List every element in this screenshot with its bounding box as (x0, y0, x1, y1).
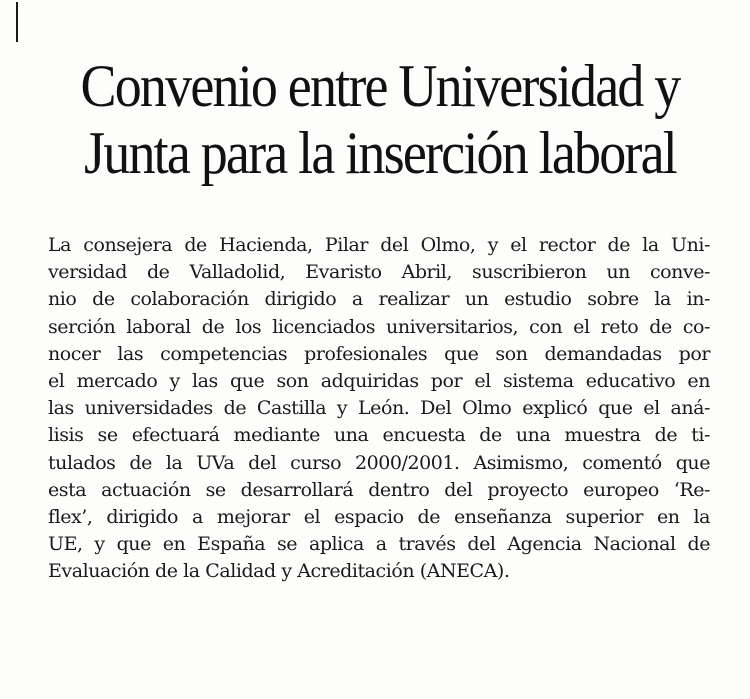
headline (40, 52, 720, 186)
body-line-6: el mercado y las que son adquiridas por el sistema educativo en (48, 370, 710, 393)
column-rule (16, 2, 18, 42)
article-body (48, 232, 710, 586)
body-line-1: La consejera de Hacienda, Pilar del Olmo, y el rector de la Uni- (48, 234, 710, 256)
body-line-3: nio de colaboración dirigido a realizar un estudio sobre la in- (48, 288, 710, 311)
body-line-2: versidad de Valladolid, Evaristo Abril, suscribieron un conve- (48, 261, 710, 284)
body-line-12: UE, y que en España se aplica a través del Agencia Nacional de (48, 533, 710, 556)
body-line-4: serción laboral de los licenciados universitarios, con el reto de co- (48, 315, 710, 338)
body-line-11: flex’, dirigido a mejorar el espacio de enseñanza superior en la (48, 506, 710, 529)
body-line-5: nocer las competencias profesionales que son demandadas por (48, 342, 710, 365)
body-line-10: esta actuación se desarrollará dentro del proyecto europeo ‘Re- (48, 478, 710, 501)
body-line-13: Evaluación de la Calidad y Acreditación (ANECA). (48, 560, 510, 583)
body-line-8: lisis se efectuará mediante una encuesta de una muestra de ti- (48, 424, 710, 447)
body-line-7: las universidades de Castilla y León. Del Olmo explicó que el aná- (48, 397, 710, 420)
headline-line-2: Junta para la inserción laboral (84, 119, 676, 187)
headline-line-1: Convenio entre Universidad y (80, 52, 680, 120)
body-line-9: tulados de la UVa del curso 2000/2001. Asimismo, comentó que (48, 451, 710, 474)
